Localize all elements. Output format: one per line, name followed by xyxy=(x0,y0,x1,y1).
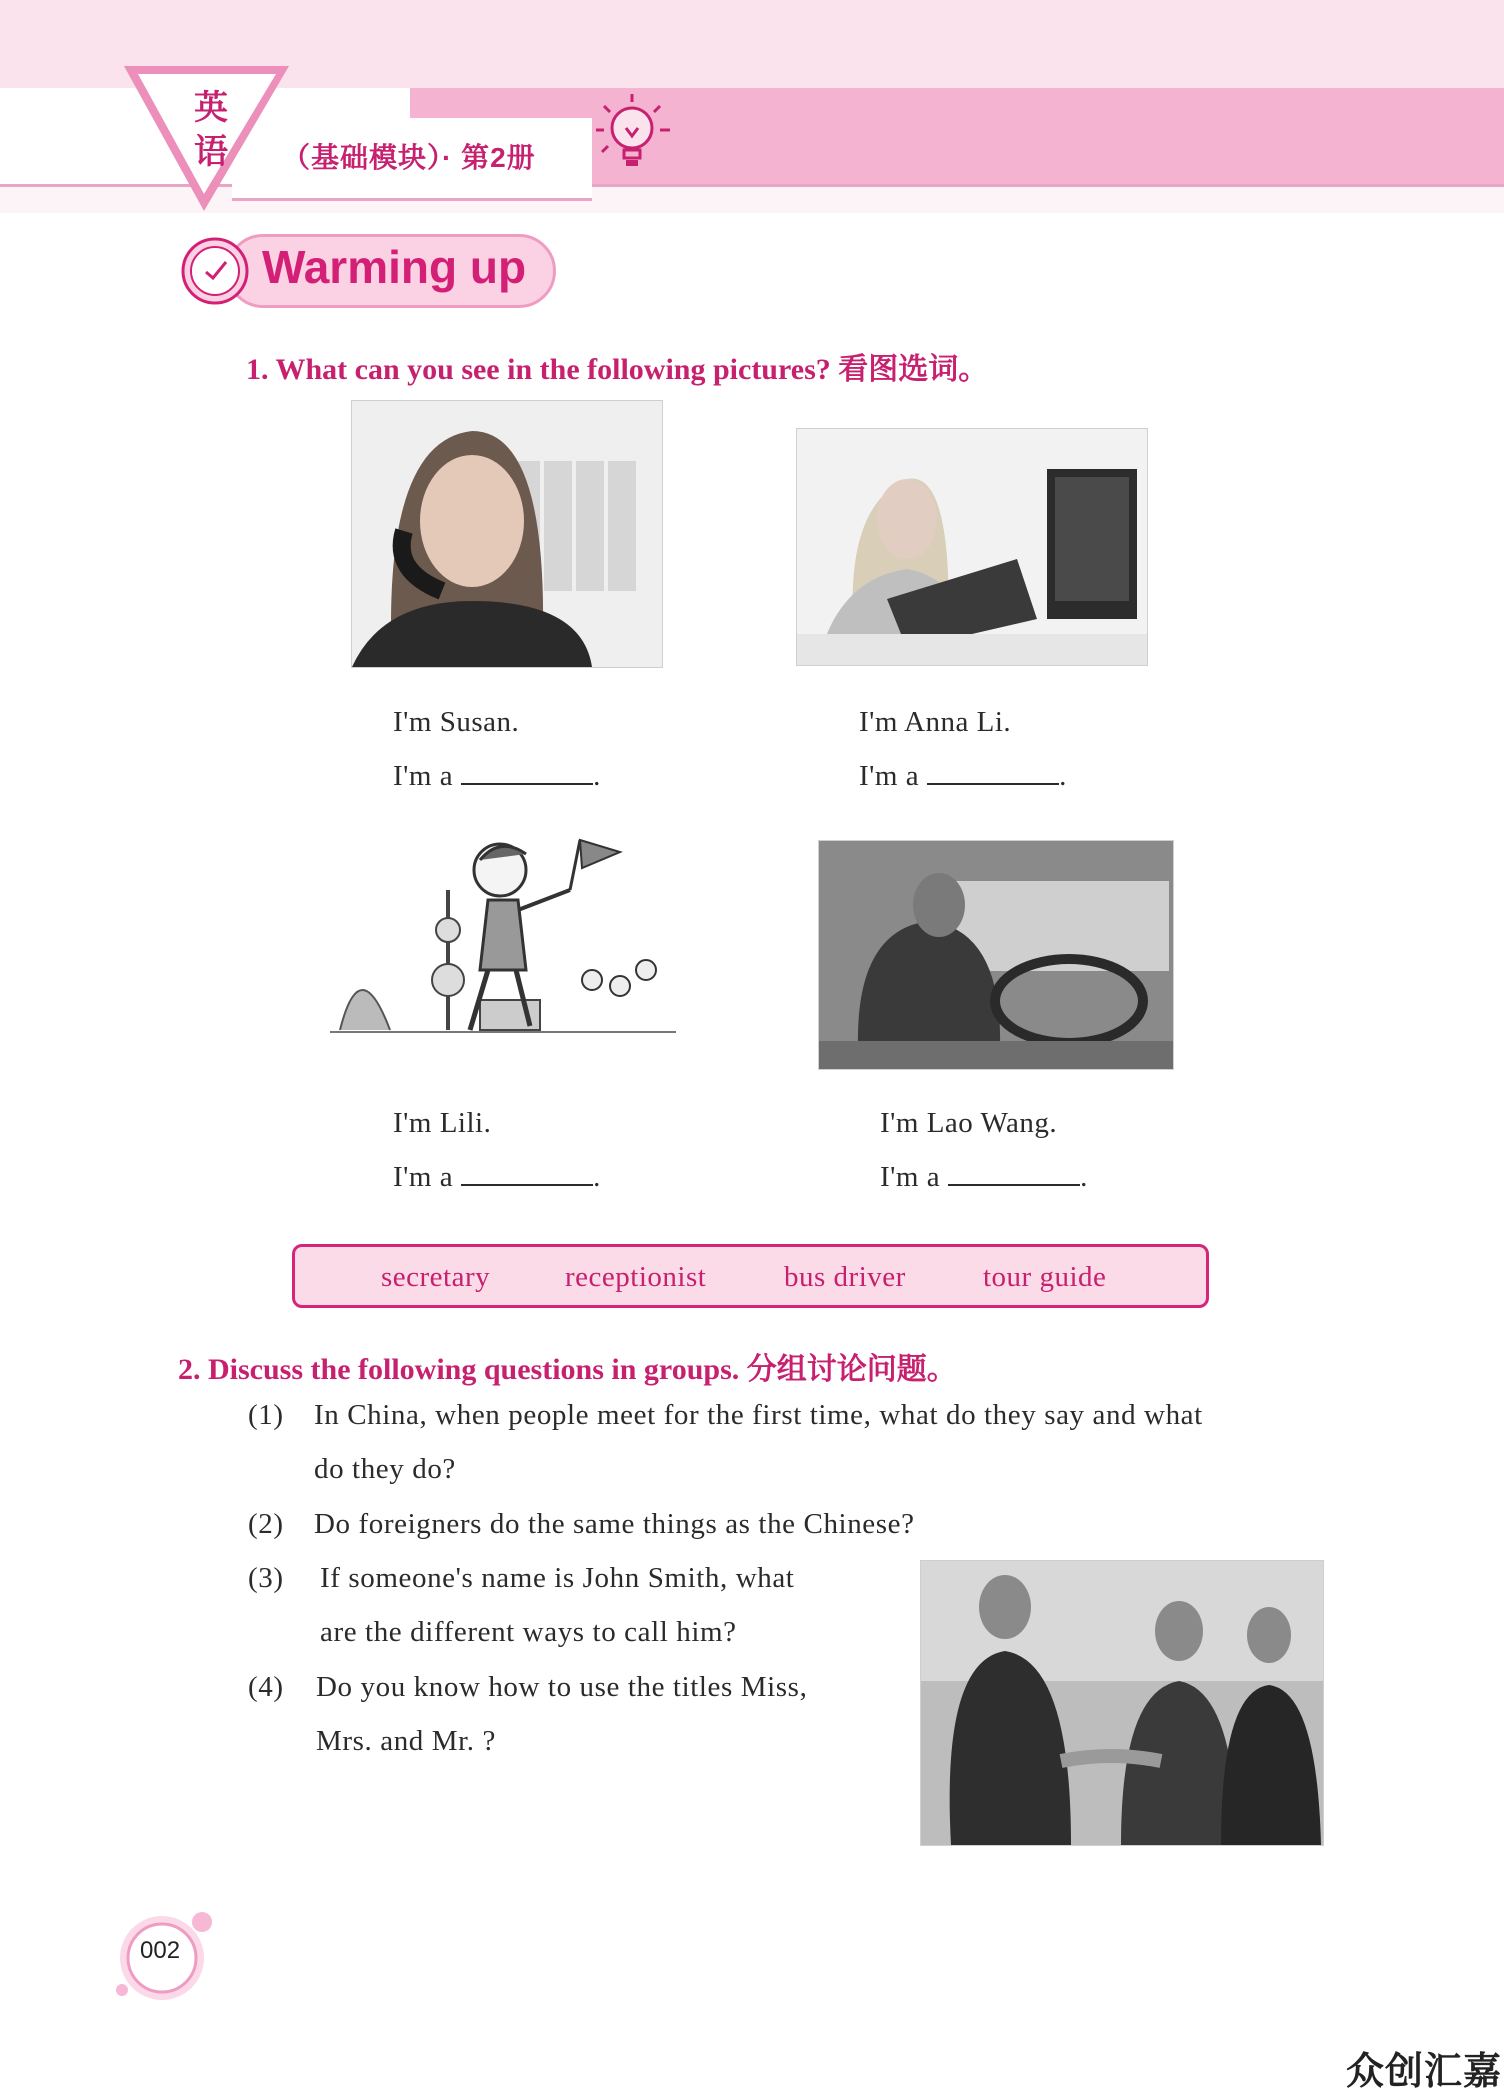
answer-blank-2[interactable] xyxy=(927,761,1059,785)
q2-item-2-number: (2) xyxy=(248,1508,284,1540)
q2-item-3-text: If someone's name is John Smith, what xyxy=(320,1562,795,1594)
caption-4-blank-line xyxy=(880,1161,1088,1194)
word-option-bus-driver[interactable]: bus driver xyxy=(784,1261,906,1293)
answer-blank-1[interactable] xyxy=(461,761,593,785)
section-title: Warming up xyxy=(262,241,527,293)
photo-receptionist xyxy=(351,400,663,668)
answer-blank-4[interactable] xyxy=(948,1162,1080,1186)
caption-4-name: I'm Lao Wang. xyxy=(880,1107,1058,1139)
caption-3-name: I'm Lili. xyxy=(393,1107,492,1139)
word-option-receptionist[interactable]: receptionist xyxy=(565,1261,707,1293)
caption-1-blank-line xyxy=(393,760,601,793)
subject-badge-char-1: 英 xyxy=(194,88,228,128)
caption-4-period: . xyxy=(1080,1161,1088,1193)
question-2-title: 2. Discuss the following questions in groups. 分组讨论问题。 xyxy=(178,1353,957,1386)
photo-secretary xyxy=(796,428,1148,666)
q2-item-4-number: (4) xyxy=(248,1671,284,1703)
caption-2-period: . xyxy=(1059,760,1067,792)
q2-item-4-text: Do you know how to use the titles Miss, xyxy=(316,1671,808,1703)
q2-item-1-number: (1) xyxy=(248,1399,284,1431)
word-option-secretary[interactable]: secretary xyxy=(381,1261,491,1293)
word-option-tour-guide[interactable]: tour guide xyxy=(983,1261,1107,1293)
caption-1-period: . xyxy=(593,760,601,792)
caption-2-prefix: I'm a xyxy=(859,760,920,792)
caption-1-prefix: I'm a xyxy=(393,760,454,792)
question-1-title: 1. What can you see in the following pictures? 看图选词。 xyxy=(246,353,989,386)
caption-1-name: I'm Susan. xyxy=(393,706,520,738)
illustration-tour-guide xyxy=(330,830,676,1062)
q2-item-1-text-cont: do they do? xyxy=(314,1453,456,1485)
subject-badge-char-2: 语 xyxy=(194,132,228,172)
page-number: 002 xyxy=(140,1937,181,1964)
caption-3-period: . xyxy=(593,1161,601,1193)
lightbulb-icon xyxy=(596,92,676,182)
q2-item-1-text: In China, when people meet for the first time, what do they say and what xyxy=(314,1399,1203,1431)
q2-item-4-text-cont: Mrs. and Mr. ? xyxy=(316,1725,496,1757)
caption-3-blank-line xyxy=(393,1161,601,1194)
photo-bus-driver xyxy=(818,840,1174,1070)
book-subtitle: （基础模块）· 第2册 xyxy=(282,142,536,173)
answer-blank-3[interactable] xyxy=(461,1162,593,1186)
caption-3-prefix: I'm a xyxy=(393,1161,454,1193)
caption-4-prefix: I'm a xyxy=(880,1161,941,1193)
caption-2-name: I'm Anna Li. xyxy=(859,706,1012,738)
caption-2-blank-line xyxy=(859,760,1067,793)
q2-item-3-text-cont: are the different ways to call him? xyxy=(320,1616,737,1648)
q2-item-3-number: (3) xyxy=(248,1562,284,1594)
watermark: 众创汇嘉 xyxy=(1346,2049,1503,2093)
q2-item-2-text: Do foreigners do the same things as the Chinese? xyxy=(314,1508,915,1540)
photo-business-handshake xyxy=(920,1560,1324,1846)
clock-icon xyxy=(180,236,250,306)
